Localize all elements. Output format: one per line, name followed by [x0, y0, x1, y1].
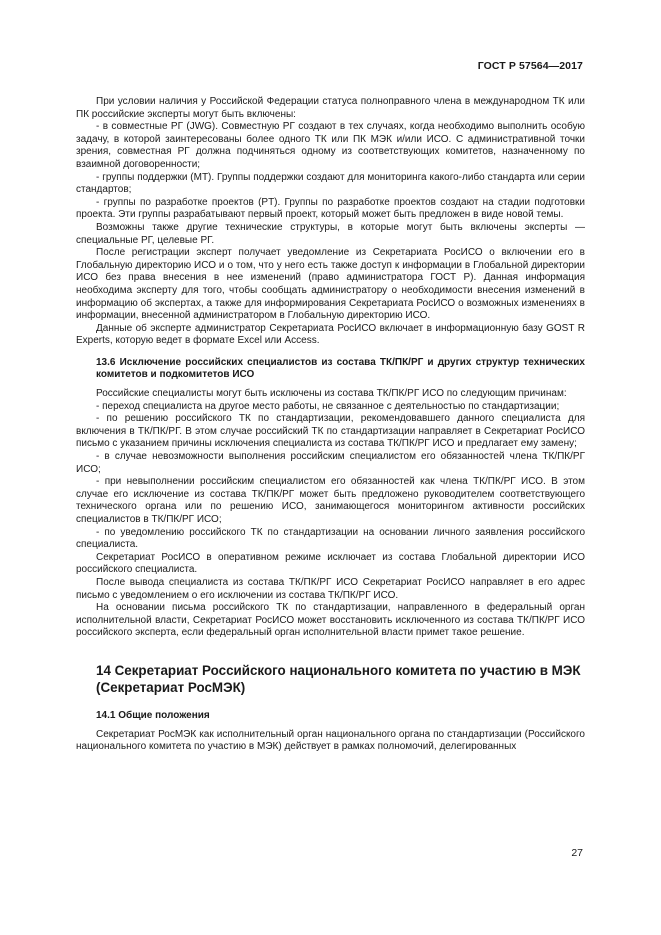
list-item: - в совместные РГ (JWG). Совместную РГ создают в тех случаях, когда необходимо выполнить особую задачу, в которой заинтересованы более одного ТК или ПК МЭК и/или ИСО. С административной точки зрения, совместная РГ должна подчиняться одному из соответствующих комитетов, назначенному по взаимной договоренности;	[76, 121, 585, 170]
paragraph: При условии наличия у Российской Федерации статуса полноправного члена в международном ТК или ПК российские эксперты могут быть включены:	[76, 96, 585, 120]
list-item: - по решению российского ТК по стандартизации, рекомендовавшего данного специалиста для включения в ТК/ПК/РГ. В этом случае российский ТК по стандартизации направляет в Секретариат РосИСО письмо с указанием причины исключения специалиста из состава ТК/ПК/РГ ИСО и предлагает ему замену;	[76, 413, 585, 450]
paragraph: Возможны также другие технические структуры, в которые могут быть включены эксперты — специальные РГ, целевые РГ.	[76, 221, 585, 246]
section-heading-14: 14 Секретариат Российского национального комитета по участию в МЭК (Секретариат РосМЭК)	[96, 662, 581, 695]
paragraph: На основании письма российского ТК по стандартизации, направленного в федеральный орган исполнительной власти, Секретариат РосИСО может восстановить исключенного из состава ТК/ПК/РГ ИСО российского эксперта, если федеральный орган исполнительной власти примет такое решение.	[76, 602, 585, 639]
list-item: - при невыполнении российским специалистом его обязанностей как члена ТК/ПК/РГ ИСО. В этом случае его исключение из состава ТК/ПК/РГ может быть предложено руководителем соответствующего технического органа или по решению ИСО, занимающегося мониторингом активности российских специалистов в ТК/ПК/РГ ИСО;	[76, 476, 585, 525]
section-heading-14-1: 14.1 Общие положения	[96, 709, 210, 721]
paragraph: Российские специалисты могут быть исключены из состава ТК/ПК/РГ ИСО по следующим причинам:	[96, 388, 567, 400]
standard-code: ГОСТ Р 57564—2017	[477, 60, 583, 72]
list-item: - переход специалиста на другое место работы, не связанное с деятельностью по стандартизации;	[96, 400, 560, 412]
paragraph: После регистрации эксперт получает уведомление из Секретариата РосИСО о включении его в Глобальную директорию ИСО и о том, что у него есть также доступ к информации в Глобальной директории ИСО без права внесения в нее изменений (право администратора ГОСТ Р). Данная информация необходима эксперту для того, чтобы сообщать администратору о необходимости внесения изменений в информацию об экспертах, а также для информирования Секретариата РосИСО о возможных изменениях в информации, внесенной администратором в Глобальную директорию ИСО.	[76, 247, 585, 322]
paragraph: Секретариат РосМЭК как исполнительный орган национального органа по стандартизации (Российского национального комитета по участию в МЭК) действует в рамках полномочий, делегированных	[76, 728, 585, 753]
paragraph: Секретариат РосИСО в оперативном режиме исключает из состава Глобальной директории ИСО российского специалиста.	[76, 551, 585, 576]
list-item: - группы по разработке проектов (PT). Группы по разработке проектов создают на стадии подготовки проекта. Эти группы разрабатывают первый проект, который может быть предложен в виде новой темы.	[76, 196, 585, 221]
list-item: - в случае невозможности выполнения российским специалистом его обязанностей члена ТК/ПК/РГ ИСО;	[76, 451, 585, 475]
list-item: - по уведомлению российского ТК по стандартизации на основании личного заявления российского специалиста.	[76, 526, 585, 551]
paragraph: Данные об эксперте администратор Секретариата РосИСО включает в информационную базу GOST R Experts, которую ведет в формате Excel или Access.	[76, 322, 585, 347]
page-number: 27	[571, 847, 583, 859]
section-heading-13-6: 13.6 Исключение российских специалистов из состава ТК/ПК/РГ и других структур технических комитетов и подкомитетов ИСО	[96, 356, 585, 381]
document-body	[76, 96, 585, 754]
list-item: - группы поддержки (MT). Группы поддержки создают для мониторинга какого-либо стандарта или серии стандартов;	[76, 171, 585, 196]
paragraph: После вывода специалиста из состава ТК/ПК/РГ ИСО Секретариат РосИСО направляет в его адрес письмо с уведомлением о его исключении из состава ТК/ПК/РГ ИСО.	[76, 576, 585, 601]
